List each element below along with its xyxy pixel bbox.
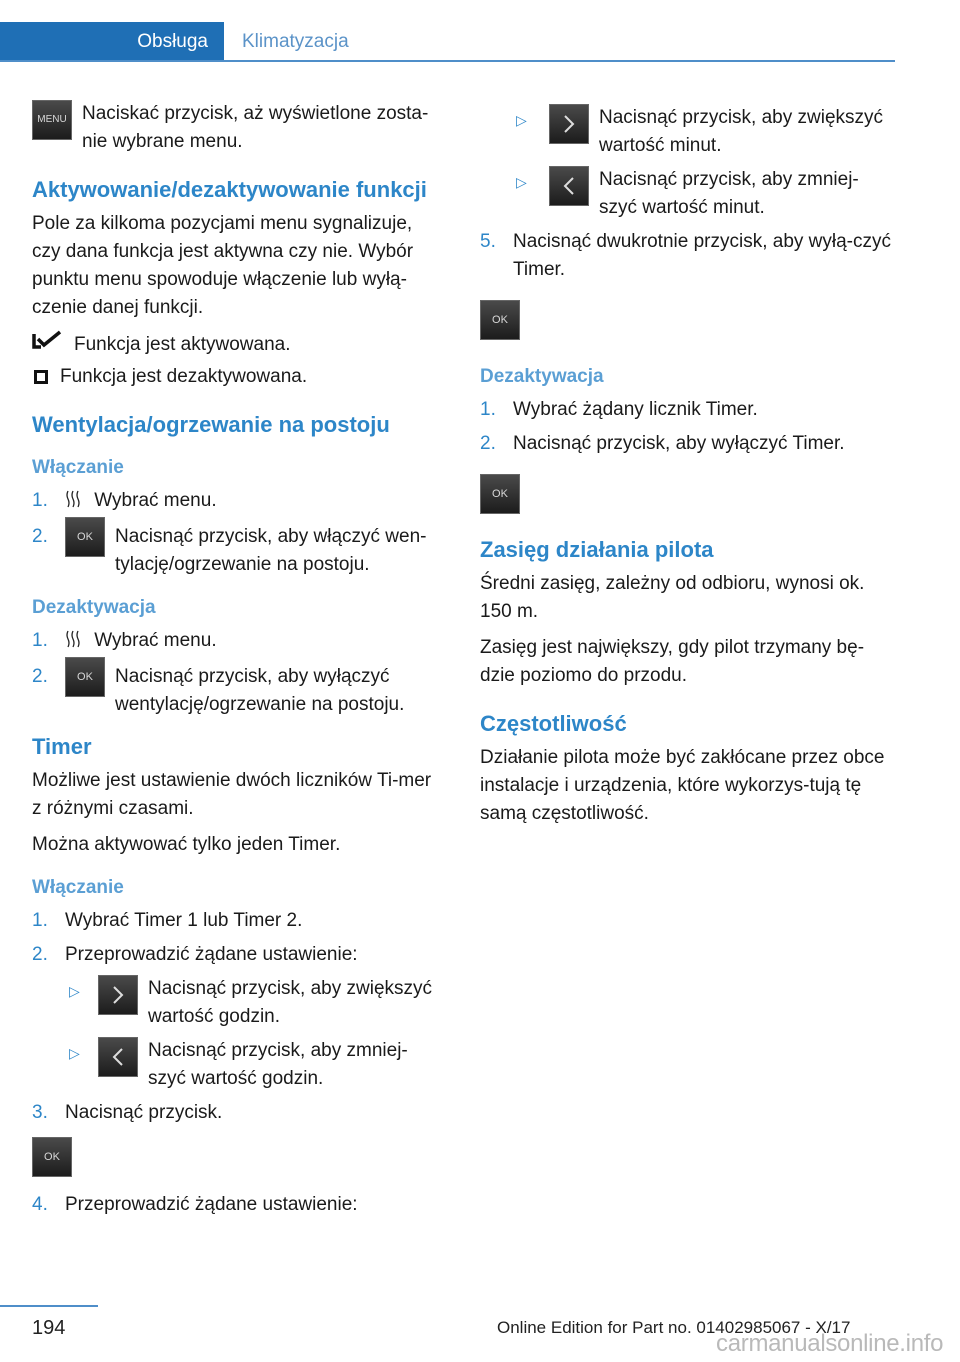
heading-vent-on: Włączanie bbox=[32, 457, 124, 478]
sub-text: Nacisnąć przycisk, aby zmniej‐szyć wartość godzin. bbox=[148, 1040, 408, 1089]
chevron-left-icon bbox=[98, 1037, 138, 1077]
step-text: Przeprowadzić żądane ustawienie: bbox=[65, 1194, 358, 1215]
heading-frequency: Częstotliwość bbox=[480, 711, 627, 736]
heading-vent: Wentylacja/ogrzewanie na postoju bbox=[32, 412, 390, 437]
step-text: Wybrać żądany licznik Timer. bbox=[513, 399, 758, 420]
sub-text: Nacisnąć przycisk, aby zwiększyć wartość minut. bbox=[599, 107, 884, 156]
ok-icon-row bbox=[32, 1137, 444, 1177]
timer-step-2 bbox=[32, 941, 444, 1093]
step-number: 1. bbox=[32, 490, 48, 511]
edition-text: Online Edition for Part no. 01402985067 - X/17 bbox=[497, 1318, 851, 1337]
triangle-bullet-icon: ▷ bbox=[69, 1045, 80, 1061]
ok-button-icon: OK bbox=[65, 657, 105, 697]
chevron-right-icon bbox=[549, 104, 589, 144]
timer-off-step-2 bbox=[480, 430, 895, 458]
chevron-right-icon bbox=[98, 975, 138, 1015]
tab-klimatyzacja[interactable]: Klimatyzacja bbox=[242, 31, 349, 52]
step-number: 1. bbox=[480, 399, 496, 420]
step-number: 1. bbox=[32, 910, 48, 931]
tab-obsluga[interactable]: Obsługa bbox=[0, 22, 224, 62]
ok-icon-row bbox=[480, 474, 895, 514]
sub-text: Nacisnąć przycisk, aby zwiększyć wartość godzin. bbox=[148, 978, 433, 1027]
vent-on-step-1 bbox=[32, 487, 444, 517]
timer-text-1: Możliwe jest ustawienie dwóch liczników Ti‐mer z różnymi czasami. bbox=[32, 770, 432, 819]
heading-activation: Aktywowanie/dezaktywowanie funkcji bbox=[32, 177, 427, 202]
ok-button-icon: OK bbox=[480, 300, 520, 340]
timer-sub-minutes-down bbox=[480, 166, 895, 222]
step-number: 2. bbox=[32, 526, 48, 547]
step-text: Przeprowadzić żądane ustawienie: bbox=[65, 944, 358, 965]
timer-step-4 bbox=[32, 1191, 444, 1219]
range-text-2: Zasięg jest największy, gdy pilot trzymany bę‐dzie poziomo do przodu. bbox=[480, 637, 865, 686]
inactive-text: Funkcja jest dezaktywowana. bbox=[60, 366, 308, 387]
ok-button-icon: OK bbox=[32, 1137, 72, 1177]
timer-sub-hours-down bbox=[65, 1037, 444, 1093]
checkmark-icon bbox=[32, 330, 64, 359]
page-number: 194 bbox=[32, 1317, 66, 1339]
sub-text: Nacisnąć przycisk, aby zmniej‐szyć wartość minut. bbox=[599, 169, 859, 218]
step-text: Wybrać menu. bbox=[94, 630, 217, 651]
step-text: Nacisnąć przycisk, aby włączyć wen‐tylację/ogrzewanie na postoju. bbox=[115, 526, 427, 575]
range-text-1: Średni zasięg, zależny od odbioru, wynosi ok. 150 m. bbox=[480, 573, 865, 622]
heading-range: Zasięg działania pilota bbox=[480, 537, 714, 562]
step-number: 2. bbox=[32, 944, 48, 965]
heading-timer-off: Dezaktywacja bbox=[480, 366, 604, 387]
heating-icon bbox=[65, 489, 81, 517]
step-text: Wybrać menu. bbox=[94, 490, 217, 511]
menu-intro bbox=[32, 100, 444, 156]
right-column bbox=[480, 100, 895, 836]
timer-step-3 bbox=[32, 1099, 444, 1127]
triangle-bullet-icon: ▷ bbox=[516, 112, 527, 128]
left-column bbox=[32, 100, 444, 1225]
watermark-text: carmanualsonline.info bbox=[716, 1330, 944, 1357]
chapter-header bbox=[0, 22, 895, 62]
heating-icon bbox=[65, 629, 81, 657]
step-text: Nacisnąć dwukrotnie przycisk, aby wyłą‐czyć Timer. bbox=[513, 231, 892, 280]
ok-button-icon: OK bbox=[480, 474, 520, 514]
vent-off-step-1 bbox=[32, 627, 444, 657]
inactive-legend bbox=[32, 363, 444, 391]
step-text: Wybrać Timer 1 lub Timer 2. bbox=[65, 910, 303, 931]
step-number: 2. bbox=[480, 433, 496, 454]
empty-box-icon bbox=[34, 370, 48, 384]
heading-timer: Timer bbox=[32, 734, 92, 759]
activation-text: Pole za kilkoma pozycjami menu sygnalizuje, czy dana funkcja jest aktywna czy nie. Wybór punktu menu spowoduje włączenie lub wyłą‐czenie danej funkcji. bbox=[32, 213, 414, 318]
vent-off-step-2 bbox=[32, 663, 444, 719]
footer-rule bbox=[0, 1305, 98, 1307]
active-legend bbox=[32, 330, 444, 359]
step-text: Nacisnąć przycisk, aby wyłączyć Timer. bbox=[513, 433, 845, 454]
heading-timer-on: Włączanie bbox=[32, 877, 124, 898]
timer-step-5 bbox=[480, 228, 895, 284]
step-number: 1. bbox=[32, 630, 48, 651]
heading-vent-off: Dezaktywacja bbox=[32, 597, 156, 618]
active-text: Funkcja jest aktywowana. bbox=[74, 333, 291, 355]
ok-icon-row bbox=[480, 300, 895, 340]
timer-sub-minutes-up bbox=[480, 104, 895, 160]
step-number: 5. bbox=[480, 231, 496, 252]
timer-off-step-1 bbox=[480, 396, 895, 424]
step-text: Nacisnąć przycisk, aby wyłączyć wentylację/ogrzewanie na postoju. bbox=[115, 666, 405, 715]
triangle-bullet-icon: ▷ bbox=[69, 983, 80, 999]
menu-button-icon: MENU bbox=[32, 100, 72, 140]
intro-text: Naciskać przycisk, aż wyświetlone zosta‐nie wybrane menu. bbox=[82, 103, 429, 152]
step-text: Nacisnąć przycisk. bbox=[65, 1102, 223, 1123]
timer-step-1 bbox=[32, 907, 444, 935]
timer-sub-hours-up bbox=[65, 975, 444, 1031]
ok-button-icon: OK bbox=[65, 517, 105, 557]
frequency-text: Działanie pilota może być zakłócane przez obce instalacje i urządzenia, które wykorzys‐tują tę samą częstotliwość. bbox=[480, 747, 885, 824]
triangle-bullet-icon: ▷ bbox=[516, 174, 527, 190]
step-number: 2. bbox=[32, 666, 48, 687]
header-rule bbox=[0, 60, 895, 62]
vent-on-step-2 bbox=[32, 523, 444, 579]
step-number: 4. bbox=[32, 1194, 48, 1215]
step-number: 3. bbox=[32, 1102, 48, 1123]
timer-text-2: Można aktywować tylko jeden Timer. bbox=[32, 834, 341, 855]
chevron-left-icon bbox=[549, 166, 589, 206]
